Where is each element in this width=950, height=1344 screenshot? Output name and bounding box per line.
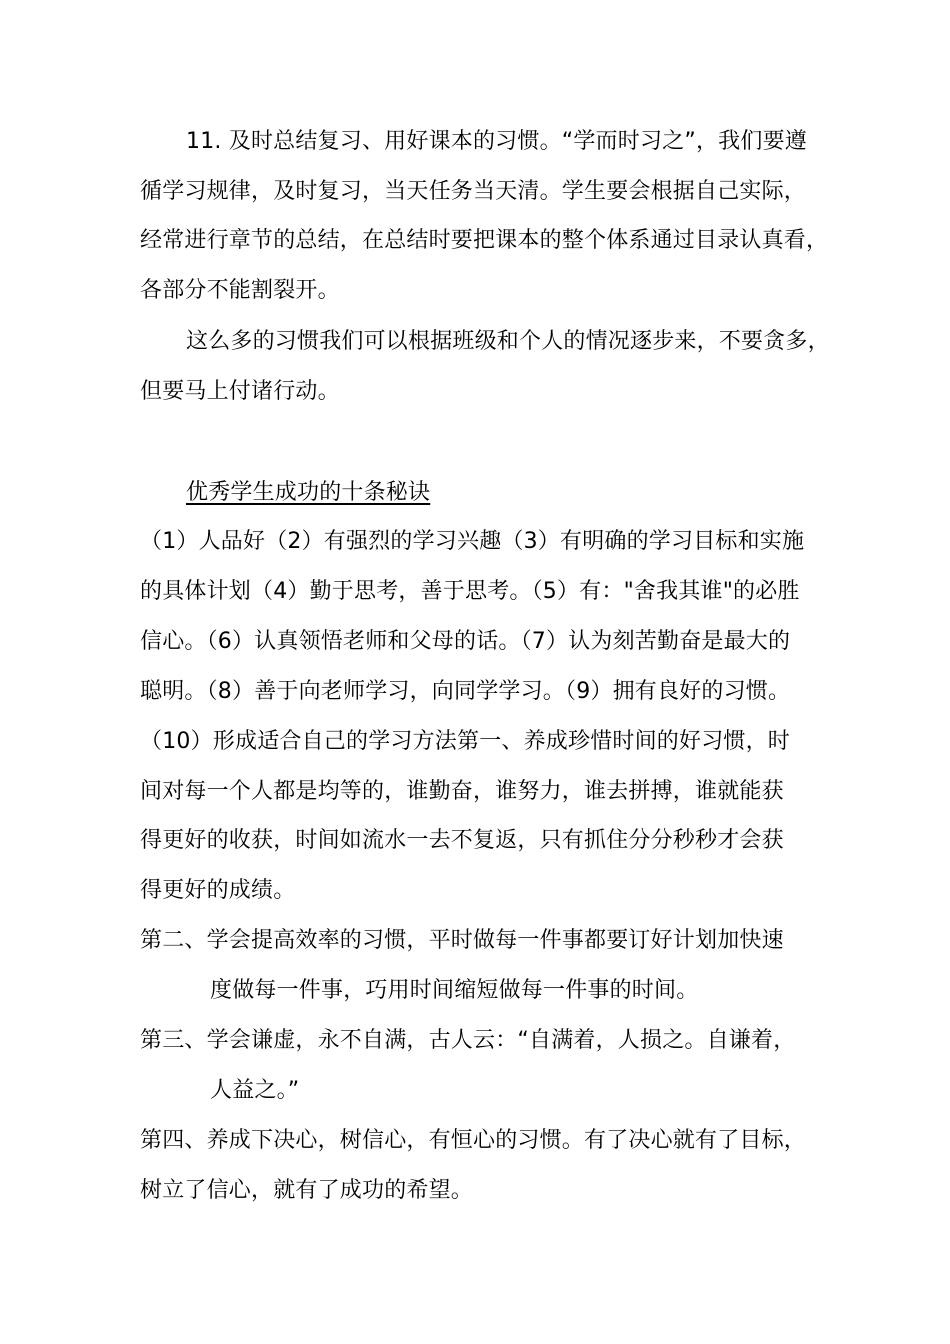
secrets-line-5: （10）形成适合自己的学习方法第一、养成珍惜时间的好习惯，时 [140,729,790,754]
secrets-line-2: 的具体计划（4）勤于思考，善于思考。（5）有："舍我其谁"的必胜 [140,579,800,604]
section-11-line-4: 各部分不能割裂开。 [140,278,340,303]
secrets-line-6: 间对每一个人都是均等的，谁勤奋，谁努力，谁去拼搏，谁就能获 [140,779,784,804]
section-11-line-3: 经常进行章节的总结，在总结时要把课本的整个体系通过目录认真看， [140,228,829,253]
habit-fourth-line-2: 树立了信心，就有了成功的希望。 [140,1178,474,1203]
secrets-line-8: 得更好的成绩。 [140,878,296,903]
section-11-line-2: 循学习规律，及时复习，当天任务当天清。学生要会根据自己实际， [140,179,807,204]
habit-second-line-2: 度做每一件事，巧用时间缩短做每一件事的时间。 [210,978,699,1003]
habit-fourth-line-1: 第四、养成下决心，树信心，有恒心的习惯。有了决心就有了目标， [140,1128,807,1153]
summary-line-2: 但要马上付诸行动。 [140,379,340,404]
secrets-line-7: 得更好的收获，时间如流水一去不复返，只有抓住分分秒秒才会获 [140,828,784,853]
secrets-line-3: 信心。（6）认真领悟老师和父母的话。（7）认为刻苦勤奋是最大的 [140,629,791,654]
section-11-line-1: 11. 及时总结复习、用好课本的习惯。“学而时习之”，我们要遵 [186,129,807,154]
secrets-heading: 优秀学生成功的十条秘诀 [186,480,431,505]
habit-second-line-1: 第二、学会提高效率的习惯，平时做每一件事都要订好计划加快速 [140,928,784,953]
habit-third-line-2: 人益之。” [210,1078,300,1103]
summary-line-1: 这么多的习惯我们可以根据班级和个人的情况逐步来，不要贪多， [186,329,830,354]
habit-third-line-1: 第三、学会谦虚，永不自满，古人云：“自满着，人损之。自谦着， [140,1028,796,1053]
secrets-line-1: （1）人品好（2）有强烈的学习兴趣（3）有明确的学习目标和实施 [140,529,805,554]
secrets-line-4: 聪明。（8）善于向老师学习，向同学学习。（9）拥有良好的习惯。 [140,679,791,704]
